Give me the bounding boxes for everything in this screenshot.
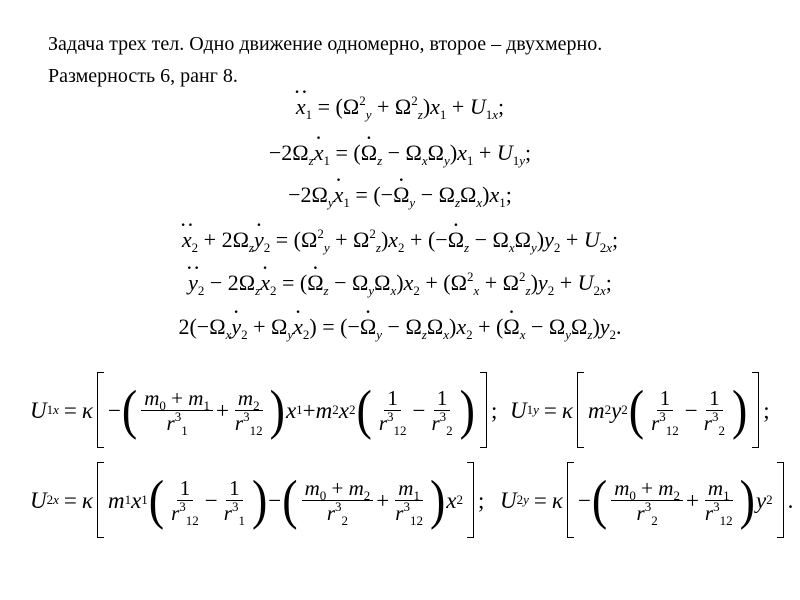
formula-u1x: U 1x = κ − ( $\frac{m_0 + m_1}{r^3_1}$ + $\frac{m_2}{r^3_{12}}$ ) x 1 + m 2 x 2 ( $\frac{1}{r^3_{12}}$ − $\frac{1}{r^3_2}$ ) ; (30, 372, 497, 448)
intro-line-2: Размерность 6, ранг 8. (48, 65, 238, 87)
intro-text (48, 28, 602, 92)
equation-5: ·· $y_2 - 2\Omega_z\cdot x_2$ = (· $\Omega_z - \Omega_y\Omega_x)x_2 + (\Omega^2_x + \Omega^2_z)y_2 + U_{2x}$; (0, 268, 800, 298)
equation-4: ·· $x_2 + 2\Omega_z\cdot y_2 = (\Omega^2_y + \Omega^2_z)x_2$ + (−· $\Omega_z - \Omega_x\Omega_y)y_2 + U_{2x}$; (0, 225, 800, 255)
equation-6: $2(-\Omega_x\cdot y_2 + \Omega_y\cdot x_2)$ = (−· $\Omega_y - \Omega_z\Omega_x)x_2$ + (· $\Omega_x - \Omega_y\Omega_z)y_2$. (0, 312, 800, 342)
equation-1: ·· $x_1 = (\Omega^2_y + \Omega^2_z)x_1 + U_{1x}$; (0, 92, 800, 122)
equation-3: $-2\Omega_y\cdot x_1$ = (−· $\Omega_y - \Omega_z\Omega_x)x_1$; (0, 180, 800, 210)
formula-u1y: U 1y = κ m 2 y 2 ( $\frac{1}{r^3_{12}}$ − $\frac{1}{r^3_2}$ ) ; (510, 372, 770, 448)
intro-line-1: Задача трех тел. Одно движение одномерно, второе – двухмерно. (48, 33, 603, 55)
equation-2: $-2\Omega_z\cdot x_1$ = (· $\Omega_z - \Omega_x\Omega_y)x_1 + U_{1y}$; (0, 138, 800, 168)
formula-u2y: U 2y = κ − ( $\frac{m_0 + m_2}{r^3_2}$ + $\frac{m_1}{r^3_{12}}$ ) y 2 . (500, 462, 793, 538)
formula-u2x: U 2x = κ m 1 x 1 ( $\frac{1}{r^3_{12}}$ − $\frac{1}{r^3_1}$ ) − ( $\frac{m_0 + m_2}{r^3_2}$ + $\frac{m_1}{r^3_{12}}$ ) x 2 ; (30, 462, 484, 538)
